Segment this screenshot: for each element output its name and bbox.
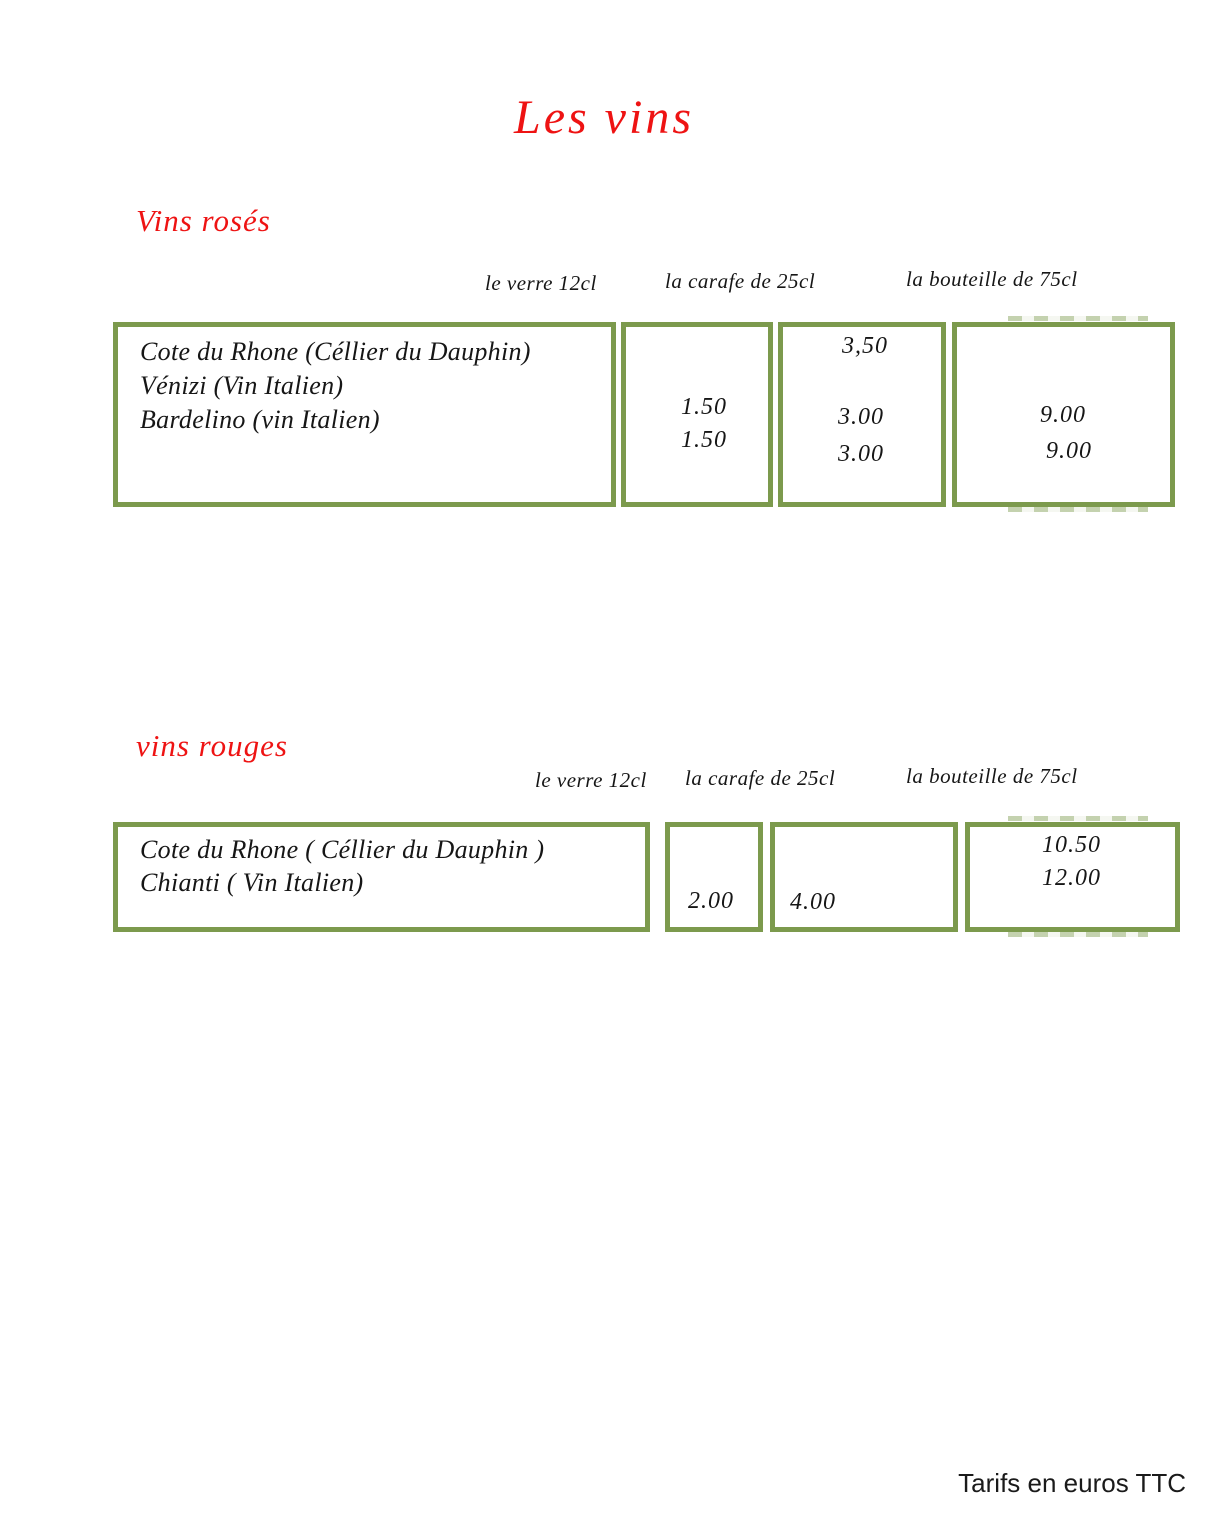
wine-name: Chianti ( Vin Italien) [140,868,364,897]
price-value: 9.00 [1040,402,1086,428]
price-value: 3,50 [842,333,888,359]
rouge-wine-list [118,827,645,899]
rouge-table-names-cell [113,822,650,932]
scan-smudge-artifact [1008,507,1148,512]
column-header-carafe-rose: la carafe de 25cl [665,269,816,293]
price-value: 3.00 [838,441,884,467]
price-value: 2.00 [688,888,734,914]
wine-name: Vénizi (Vin Italien) [140,371,344,400]
page-title: Les vins [514,91,694,144]
wine-name: Bardelino (vin Italien) [140,405,380,434]
price-value: 12.00 [1042,865,1101,891]
scan-smudge-artifact [1008,816,1148,821]
column-header-verre-rose: le verre 12cl [485,271,597,295]
column-header-verre-rouge: le verre 12cl [535,768,647,792]
column-header-carafe-rouge: la carafe de 25cl [685,766,836,790]
scan-smudge-artifact [1008,316,1148,321]
footer-note: Tarifs en euros TTC [958,1468,1186,1498]
column-header-bouteille-rouge: la bouteille de 75cl [906,764,1078,788]
rouge-table-verre-cell [665,822,763,932]
price-value: 4.00 [790,889,836,915]
rose-wine-list [118,327,611,437]
section-heading-rose: Vins rosés [136,203,271,238]
price-value: 10.50 [1042,832,1101,858]
price-value: 3.00 [838,404,884,430]
price-value: 9.00 [1046,438,1092,464]
price-value: 1.50 [681,394,727,420]
scan-smudge-artifact [1008,932,1148,937]
wine-name: Cote du Rhone (Céllier du Dauphin) [140,337,531,366]
wine-name: Cote du Rhone ( Céllier du Dauphin ) [140,835,545,864]
column-header-bouteille-rose: la bouteille de 75cl [906,267,1078,291]
rose-table-names-cell [113,322,616,507]
price-value: 1.50 [681,427,727,453]
section-heading-rouge: vins rouges [136,728,288,763]
